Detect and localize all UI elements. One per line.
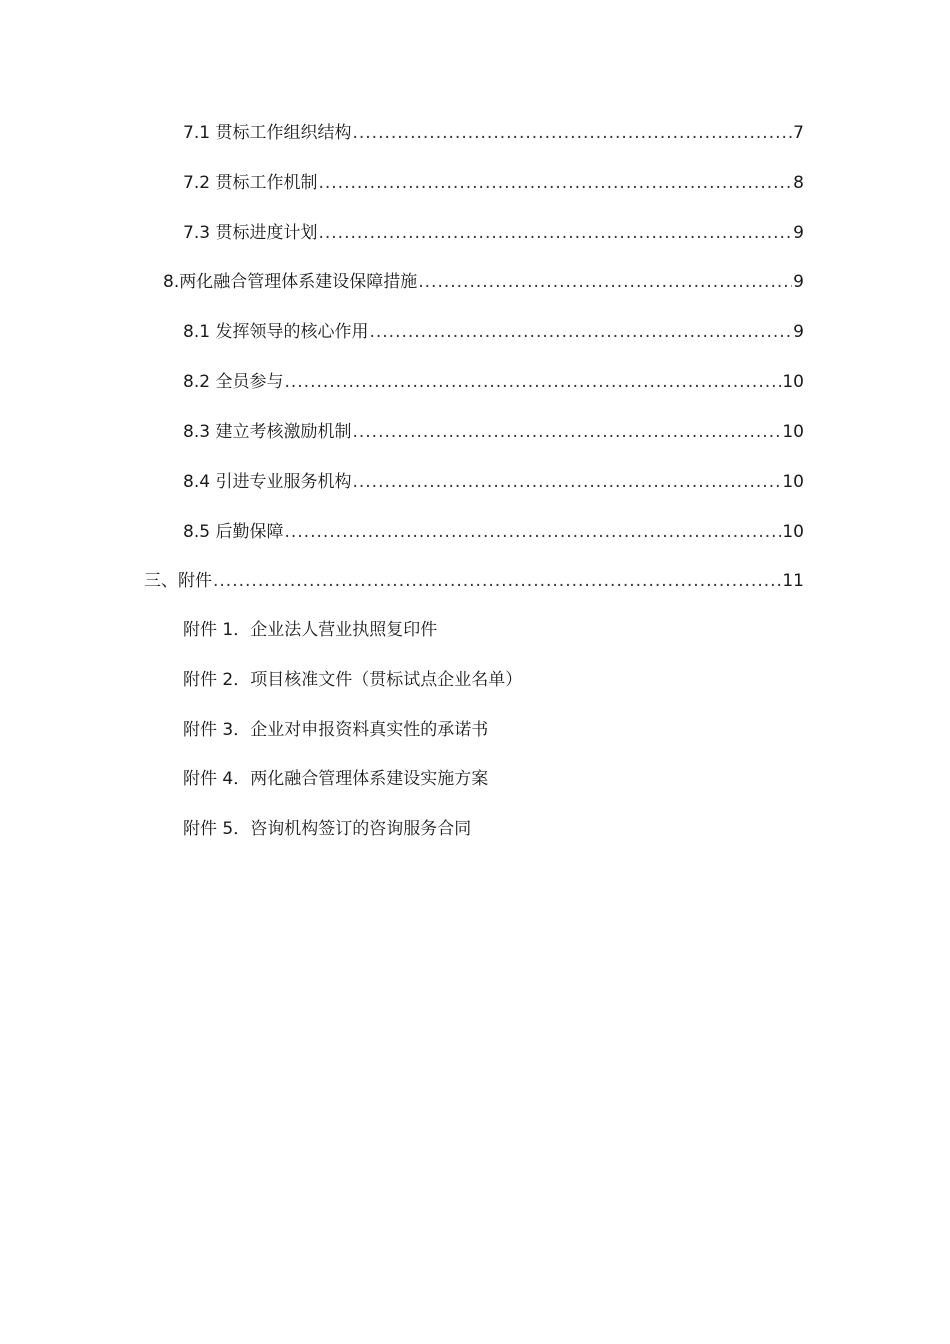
appendix-item-5: 附件 5．咨询机构签订的咨询服务合同 (183, 819, 472, 839)
toc-dot-leader (318, 218, 792, 248)
appendix-item-4: 附件 4．两化融合管理体系建设实施方案 (183, 769, 489, 789)
toc-entry-8-3[interactable] (183, 417, 804, 447)
toc-page-number: 10 (782, 422, 804, 442)
toc-page-number: 9 (793, 272, 804, 292)
toc-page-number: 7 (793, 123, 804, 143)
toc-page-number: 10 (782, 472, 804, 492)
toc-entry-title: 8.2 全员参与 (183, 372, 284, 392)
toc-page-number: 11 (782, 571, 804, 591)
appendix-item-2: 附件 2．项目核准文件（贯标试点企业名单） (183, 670, 523, 690)
toc-entry-title: 8.3 建立考核激励机制 (183, 422, 352, 442)
toc-page-number: 8 (793, 173, 804, 193)
appendix-item-3: 附件 3．企业对申报资料真实性的承诺书 (183, 720, 489, 740)
toc-page-number: 9 (793, 223, 804, 243)
toc-entry-8-4[interactable] (183, 467, 804, 497)
toc-dot-leader (284, 517, 781, 547)
toc-entry-8-2[interactable] (183, 367, 804, 397)
toc-dot-leader (284, 367, 781, 397)
appendix-item-1: 附件 1．企业法人营业执照复印件 (183, 620, 438, 640)
toc-dot-leader (418, 267, 792, 297)
toc-entry-title: 三、附件 (144, 571, 212, 591)
toc-entry-7-3[interactable] (183, 218, 804, 248)
toc-entry-7-1[interactable] (183, 118, 804, 148)
toc-dot-leader (213, 566, 781, 596)
toc-dot-leader (352, 417, 781, 447)
toc-entry-title: 8.两化融合管理体系建设保障措施 (163, 272, 418, 292)
toc-entry-title: 7.2 贯标工作机制 (183, 173, 318, 193)
toc-entry-8[interactable] (163, 267, 804, 297)
toc-entry-title: 8.5 后勤保障 (183, 522, 284, 542)
toc-entry-8-5[interactable] (183, 517, 804, 547)
toc-entry-7-2[interactable] (183, 168, 804, 198)
toc-page-number: 10 (782, 372, 804, 392)
toc-entry-title: 8.1 发挥领导的核心作用 (183, 322, 369, 342)
toc-page-number: 10 (782, 522, 804, 542)
toc-entry-title: 7.1 贯标工作组织结构 (183, 123, 352, 143)
toc-dot-leader (352, 118, 792, 148)
toc-dot-leader (352, 467, 781, 497)
toc-entry-title: 8.4 引进专业服务机构 (183, 472, 352, 492)
toc-entry-8-1[interactable] (183, 317, 804, 347)
toc-dot-leader (318, 168, 792, 198)
toc-dot-leader (369, 317, 792, 347)
toc-entry-title: 7.3 贯标进度计划 (183, 223, 318, 243)
toc-entry-appendix[interactable] (144, 566, 804, 596)
toc-page-number: 9 (793, 322, 804, 342)
